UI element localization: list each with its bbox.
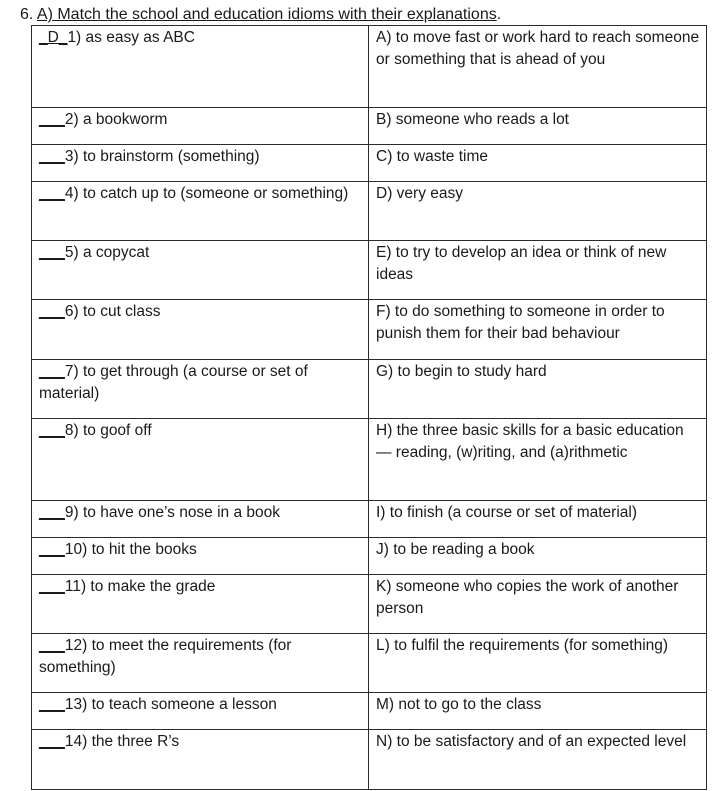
idiom-text: 5) a copycat [64,244,150,261]
table-row [32,300,707,360]
table-row [32,501,707,538]
table-row [32,182,707,241]
table-row [32,693,707,730]
idiom-text: 4) to catch up to (someone or something) [64,185,349,202]
explanation-cell: L) to fulfil the requirements (for something) [369,634,707,693]
exercise-title-period: . [496,6,502,23]
table-row [32,145,707,182]
explanation-cell: G) to begin to study hard [369,360,707,419]
idiom-text: 2) a bookworm [64,111,168,128]
idiom-text: 14) the three R’s [64,733,180,750]
answer-blank[interactable]: ___ [39,696,65,713]
idiom-text: 11) to make the grade [64,578,216,595]
answer-blank[interactable]: ___ [39,148,65,165]
matching-table [31,25,707,790]
idiom-text: 3) to brainstorm (something) [64,148,260,165]
idiom-cell [32,634,369,693]
explanation-cell: N) to be satisfactory and of an expected level [369,730,707,790]
answer-blank[interactable]: ___ [39,541,65,558]
table-row [32,538,707,575]
table-row [32,108,707,145]
answer-blank[interactable]: ___ [39,244,65,261]
idiom-cell [32,182,369,241]
table-row [32,419,707,501]
answer-blank[interactable]: ___ [39,733,65,750]
explanation-cell: C) to waste time [369,145,707,182]
exercise-title [20,5,501,25]
explanation-cell: K) someone who copies the work of another person [369,575,707,634]
answer-blank[interactable]: ___ [39,578,65,595]
explanation-cell: H) the three basic skills for a basic education — reading, (w)riting, and (a)rithmetic [369,419,707,501]
exercise-instruction: A) Match the school and education idioms with their explanations [36,6,497,23]
answer-blank[interactable]: ___ [39,303,65,320]
answer-blank[interactable]: ___ [39,637,65,654]
answer-blank[interactable]: ___ [39,422,65,439]
idiom-cell [32,575,369,634]
idiom-text: 7) to get through (a course or set of material) [39,363,308,402]
answer-blank[interactable]: ___ [39,504,65,521]
explanation-cell: B) someone who reads a lot [369,108,707,145]
idiom-text: 6) to cut class [64,303,161,320]
table-row [32,26,707,108]
explanation-cell: M) not to go to the class [369,693,707,730]
explanation-cell: A) to move fast or work hard to reach someone or something that is ahead of you [369,26,707,108]
idiom-text: 13) to teach someone a lesson [64,696,277,713]
idiom-cell [32,300,369,360]
idiom-cell [32,241,369,300]
explanation-cell: I) to finish (a course or set of material) [369,501,707,538]
table-row [32,730,707,790]
table-row [32,360,707,419]
answer-blank[interactable]: ___ [39,185,65,202]
explanation-cell: F) to do something to someone in order to punish them for their bad behaviour [369,300,707,360]
idiom-cell [32,730,369,790]
table-row [32,241,707,300]
exercise-number: 6. [20,6,37,23]
explanation-cell: E) to try to develop an idea or think of new ideas [369,241,707,300]
answer-blank[interactable]: ___ [39,111,65,128]
table-row [32,575,707,634]
idiom-text: 12) to meet the requirements (for something) [39,637,292,676]
explanation-cell: J) to be reading a book [369,538,707,575]
idiom-text: 1) as easy as ABC [67,29,195,46]
idiom-cell [32,26,369,108]
idiom-cell [32,108,369,145]
explanation-cell: D) very easy [369,182,707,241]
idiom-cell [32,360,369,419]
idiom-text: 10) to hit the books [64,541,197,558]
idiom-cell [32,501,369,538]
table-row [32,634,707,693]
idiom-cell [32,693,369,730]
idiom-cell [32,145,369,182]
idiom-text: 8) to goof off [64,422,152,439]
idiom-text: 9) to have one’s nose in a book [64,504,281,521]
idiom-cell [32,538,369,575]
answer-blank[interactable]: ___ [39,363,65,380]
answer-blank[interactable]: _D_ [39,29,68,46]
idiom-cell [32,419,369,501]
